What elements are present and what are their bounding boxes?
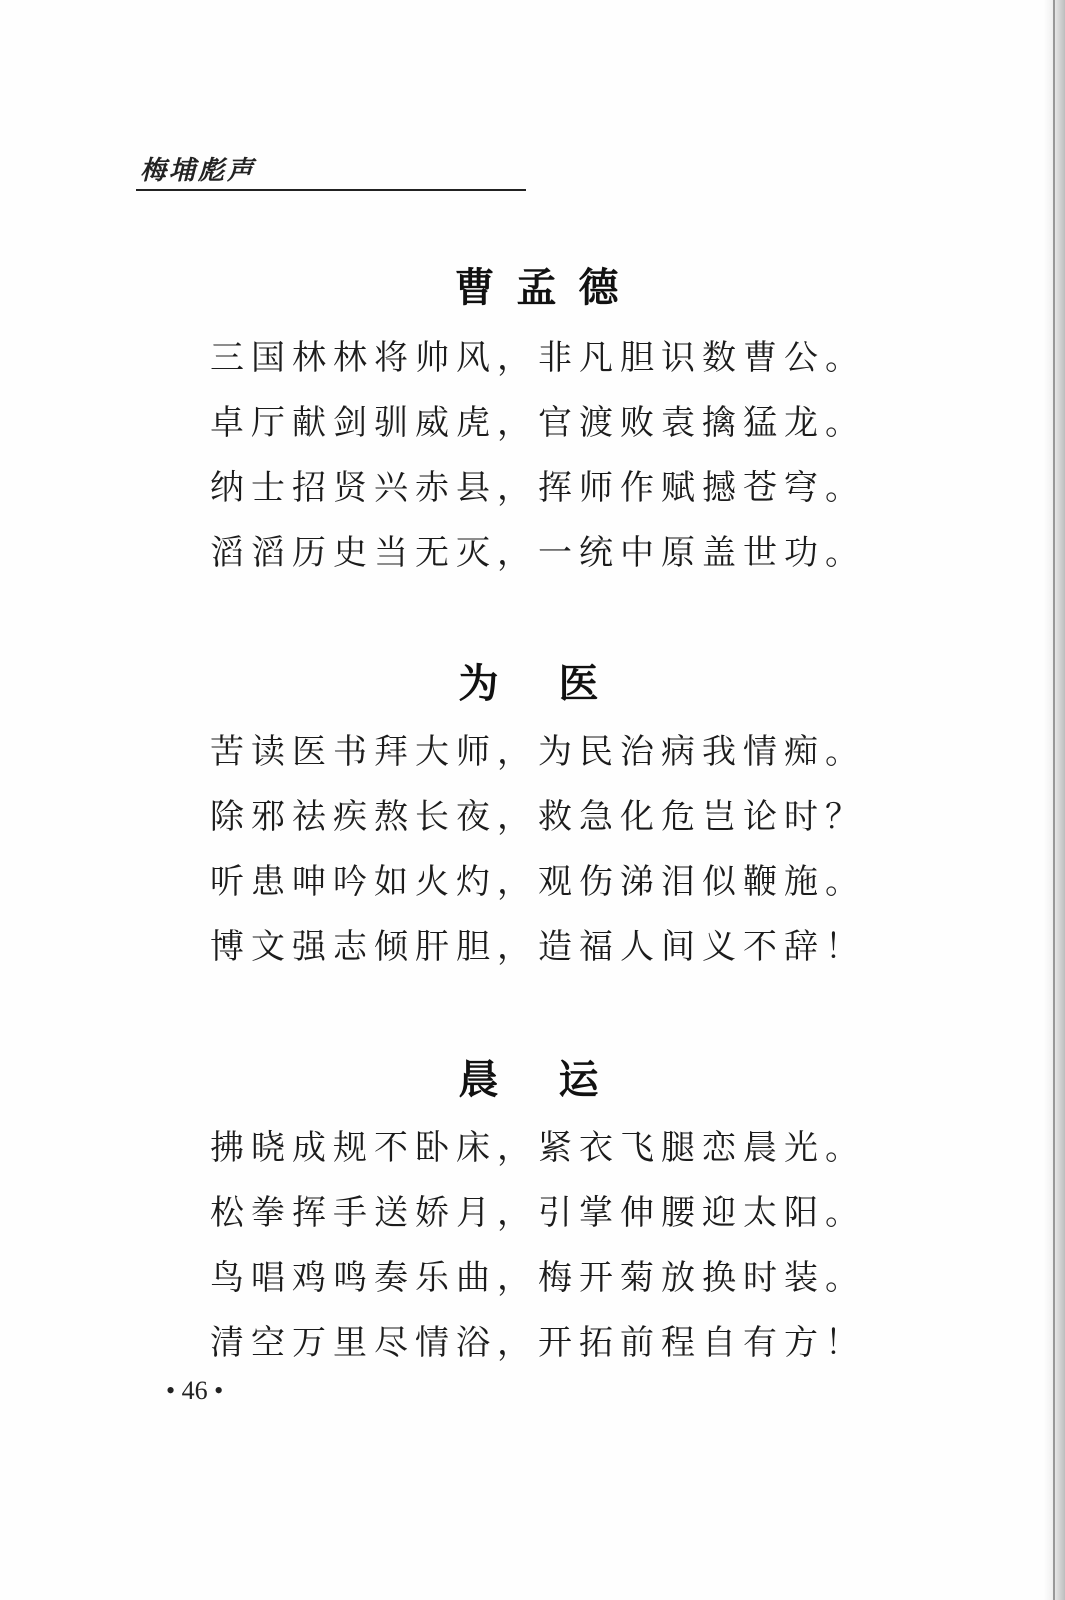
verse-line: 鸟唱鸡鸣奏乐曲，梅开菊放换时装。 <box>210 1258 866 1298</box>
verse-line: 苦读医书拜大师，为民治病我情痴。 <box>210 732 866 772</box>
verse-line: 清空万里尽情浴，开拓前程自有方！ <box>210 1323 866 1363</box>
verse-line: 滔滔历史当无灭，一统中原盖世功。 <box>210 533 866 573</box>
header-rule <box>136 189 526 191</box>
poem-stanza <box>210 1116 870 1376</box>
verse-line: 拂晓成规不卧床，紧衣飞腿恋晨光。 <box>210 1128 866 1168</box>
verse-line: 听患呻吟如火灼，观伤涕泪似鞭施。 <box>210 862 866 902</box>
scan-edge-line <box>1053 0 1055 1600</box>
poem-stanza <box>210 326 870 586</box>
running-header: 梅埔彪声 <box>140 156 257 186</box>
verse-line: 纳士招贤兴赤县，挥师作赋撼苍穹。 <box>210 468 866 508</box>
verse-line: 三国林林将帅风，非凡胆识数曹公。 <box>210 338 866 378</box>
poem-title: 曹孟德 <box>454 265 641 311</box>
poem-title: 晨运 <box>458 1057 659 1103</box>
poem-stanza <box>210 720 870 980</box>
page-number: • 46 • <box>166 1376 224 1405</box>
verse-line: 卓厅献剑驯威虎，官渡败袁擒猛龙。 <box>210 403 866 443</box>
verse-line: 博文强志倾肝胆，造福人间义不辞！ <box>210 927 866 967</box>
verse-line: 除邪祛疾熬长夜，救急化危岂论时？ <box>210 797 866 837</box>
poem-title: 为医 <box>458 661 659 707</box>
verse-line: 松拳挥手送娇月，引掌伸腰迎太阳。 <box>210 1193 866 1233</box>
